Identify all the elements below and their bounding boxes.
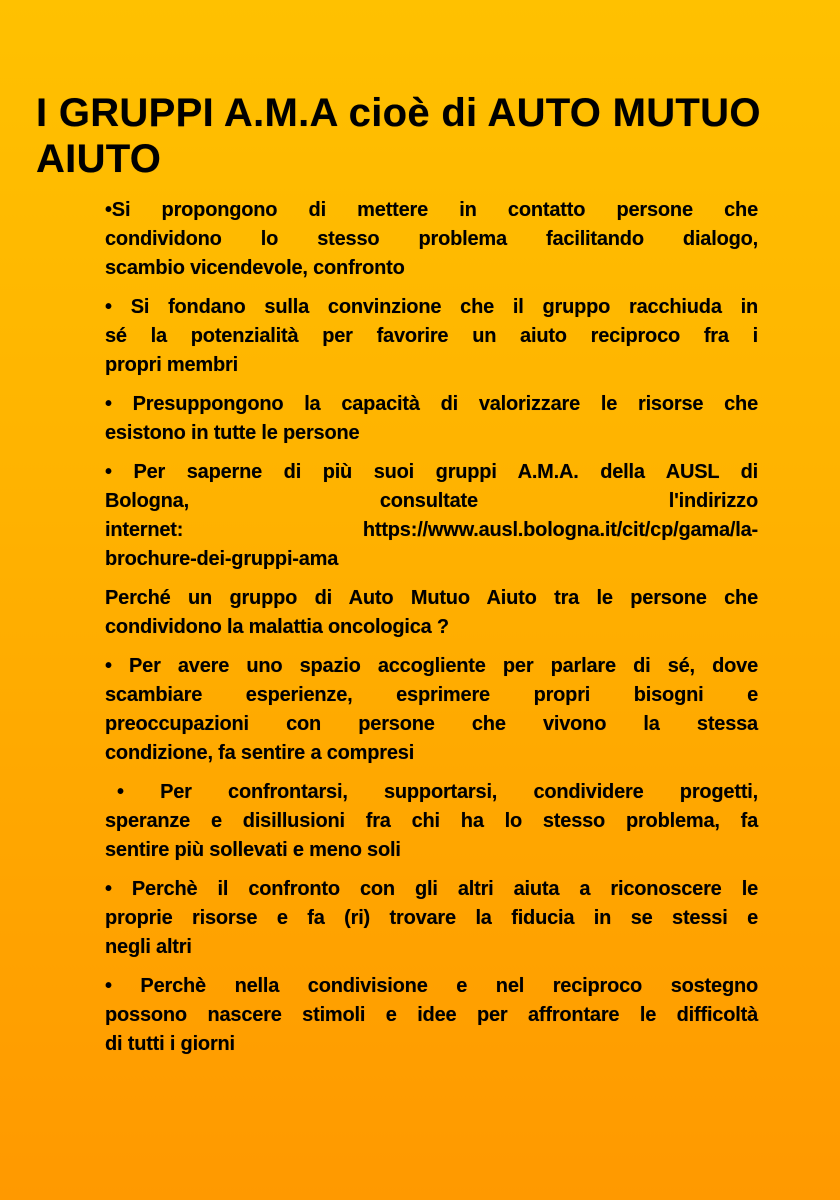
text-line: propri membri bbox=[105, 354, 238, 376]
bullet-paragraph-3 bbox=[105, 390, 758, 448]
bullet-paragraph-1 bbox=[105, 196, 758, 283]
bullet-paragraph-8 bbox=[105, 972, 758, 1059]
text-line: • Per avere uno spazio accogliente per parlare di sé, dove bbox=[105, 655, 758, 677]
text-line: •Si propongono di mettere in contatto persone che bbox=[105, 199, 758, 221]
text-line: • Per saperne di più suoi gruppi A.M.A. della AUSL di bbox=[105, 461, 758, 483]
text-line: condividono lo stesso problema facilitando dialogo, bbox=[105, 228, 758, 250]
page-title-line-2: AIUTO bbox=[36, 137, 162, 181]
text-line: proprie risorse e fa (ri) trovare la fiducia in se stessi e bbox=[105, 907, 758, 929]
bullet-paragraph-7 bbox=[105, 875, 758, 962]
text-line: • Presuppongono la capacità di valorizzare le risorse che bbox=[105, 393, 758, 415]
bullet-paragraph-4 bbox=[105, 458, 758, 574]
text-line: • Perchè il confronto con gli altri aiuta a riconoscere le bbox=[105, 878, 758, 900]
text-line: sentire più sollevati e meno soli bbox=[105, 839, 401, 861]
text-line: Perché un gruppo di Auto Mutuo Aiuto tra le persone che bbox=[105, 587, 758, 609]
text-line: • Perchè nella condivisione e nel reciproco sostegno bbox=[105, 975, 758, 997]
bullet-paragraph-5 bbox=[105, 652, 758, 768]
question-heading bbox=[105, 584, 758, 642]
bullet-paragraph-2 bbox=[105, 293, 758, 380]
ausl-bologna-url-line: internet: https://www.ausl.bologna.it/cit/cp/gama/la- bbox=[105, 519, 758, 541]
text-line: condividono la malattia oncologica ? bbox=[105, 616, 449, 638]
text-line: condizione, fa sentire a compresi bbox=[105, 742, 415, 764]
bullet-paragraph-6 bbox=[105, 778, 758, 865]
text-line: possono nascere stimoli e idee per affrontare le difficoltà bbox=[105, 1004, 758, 1026]
page-title-line-1: I GRUPPI A.M.A cioè di AUTO MUTUO bbox=[36, 91, 761, 135]
text-line: negli altri bbox=[105, 936, 192, 958]
text-line: scambio vicendevole, confronto bbox=[105, 257, 405, 279]
ausl-bologna-url-line: brochure-dei-gruppi-ama bbox=[105, 548, 339, 570]
text-line: di tutti i giorni bbox=[105, 1033, 235, 1055]
body-text bbox=[105, 196, 758, 1069]
text-line: preoccupazioni con persone che vivono la stessa bbox=[105, 713, 758, 735]
text-line: esistono in tutte le persone bbox=[105, 422, 360, 444]
page-title bbox=[36, 90, 816, 182]
text-line: scambiare esperienze, esprimere propri bisogni e bbox=[105, 684, 758, 706]
text-line: • Si fondano sulla convinzione che il gruppo racchiuda in bbox=[105, 296, 758, 318]
text-line: • Per confrontarsi, supportarsi, condividere progetti, bbox=[117, 781, 758, 803]
text-line: Bologna, consultate l'indirizzo bbox=[105, 490, 758, 512]
text-line: speranze e disillusioni fra chi ha lo stesso problema, fa bbox=[105, 810, 758, 832]
text-line: sé la potenzialità per favorire un aiuto reciproco fra i bbox=[105, 325, 758, 347]
